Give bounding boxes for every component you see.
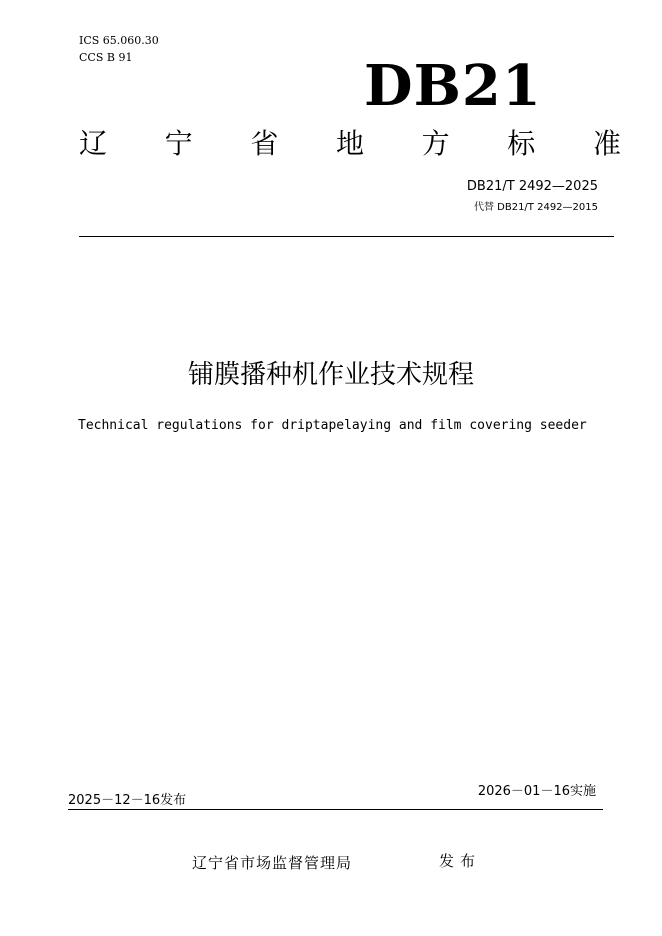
standard-number: DB21/T 2492—2025 (466, 179, 598, 194)
ccs-code: CCS B 91 (79, 51, 133, 64)
standard-type-char: 地 (335, 127, 364, 160)
issuing-authority: 辽宁省市场监督管理局 (192, 854, 353, 872)
standard-type-heading (79, 127, 621, 161)
standard-type-char: 标 (507, 127, 536, 160)
issuing-action: 发布 (439, 852, 482, 870)
standard-type-char: 辽 (79, 127, 108, 160)
implementation-date: 2026－01－16实施 (477, 784, 596, 799)
footer-divider (68, 809, 603, 810)
standard-type-char: 方 (421, 127, 450, 160)
standard-type-char: 宁 (164, 127, 193, 160)
ics-code: ICS 65.060.30 (79, 34, 159, 47)
issue-date: 2025－12－16发布 (68, 793, 187, 808)
document-title-chinese: 铺膜播种机作业技术规程 (187, 360, 474, 390)
replaced-standard-number: 代替 DB21/T 2492—2015 (473, 202, 598, 213)
document-title-english: Technical regulations for driptapelaying and film covering seeder (78, 418, 587, 433)
header-divider (79, 236, 614, 237)
standard-type-char: 省 (250, 127, 279, 160)
db-code-logo: DB21 (364, 53, 542, 119)
standard-type-char: 准 (592, 127, 621, 160)
